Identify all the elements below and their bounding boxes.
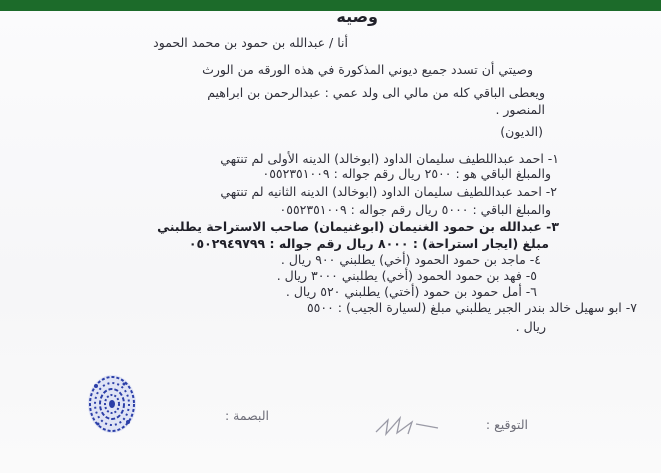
debt-3-line-b: مبلغ (ايجار استراحة) : ٨٠٠٠ ريال رقم جواله : ٠٥٠٢٩٤٩٧٩٩ [188,236,549,251]
debt-7-continued: ريال . [515,319,546,334]
debt-5: ٥- فهد بن حمود الحمود (أخي) يطلبني ٣٠٠٠ ريال . [276,268,537,283]
debt-7: ٧- ابو سهيل خالد بندر الجبر يطلبني مبلغ (لسيارة الجيب) : ٥٥٠٠ [306,300,637,315]
document-title: وصيه [336,7,378,26]
debts-heading: (الديون) [500,124,543,139]
intro-line: أنا / عبدالله بن حمود بن محمد الحمود [153,35,348,50]
signature-scribble [372,410,442,438]
debt-2-line-b: والمبلغ الباقي : ٥٠٠٠ ريال رقم جواله : ٠٥٥٢٣٥١٠٠٩ [279,202,551,217]
debt-3-line-a: ٣- عبدالله بن حمود الغنيمان (ابوغنيمان) صاحب الاستراحة يطلبني [157,219,559,234]
fingerprint-label: البصمة : [224,408,269,423]
debt-1-line-b: والمبلغ الباقي هو : ٢٥٠٠ ريال رقم جواله : ٠٥٥٢٣٥١٠٠٩ [262,166,551,181]
will-line-3: المنصور . [495,102,545,117]
signature-label: التوقيع : [485,417,528,432]
will-line-1: وصيتي أن تسدد جميع ديوني المذكورة في هذه الورقه من الورث [202,62,533,77]
debt-2-line-a: ٢- احمد عبداللطيف سليمان الداود (ابوخالد) الدينه الثانيه لم تنتهي [220,184,557,199]
debt-4: ٤- ماجد بن حمود الحمود (أخي) يطلبني ٩٠٠ ريال . [280,252,541,267]
fingerprint-stamp [84,372,140,436]
debt-1-line-a: ١- احمد عبداللطيف سليمان الداود (ابوخالد) الدينه الأولى لم تنتهي [220,151,559,166]
will-line-2: ويعطى الباقي كله من مالي الى ولد عمي : عبدالرحمن بن ابراهيم [207,85,545,100]
debt-6: ٦- أمل حمود بن حمود (أختي) يطلبني ٥٢٠ ريال . [285,284,537,299]
top-bar [0,0,661,11]
